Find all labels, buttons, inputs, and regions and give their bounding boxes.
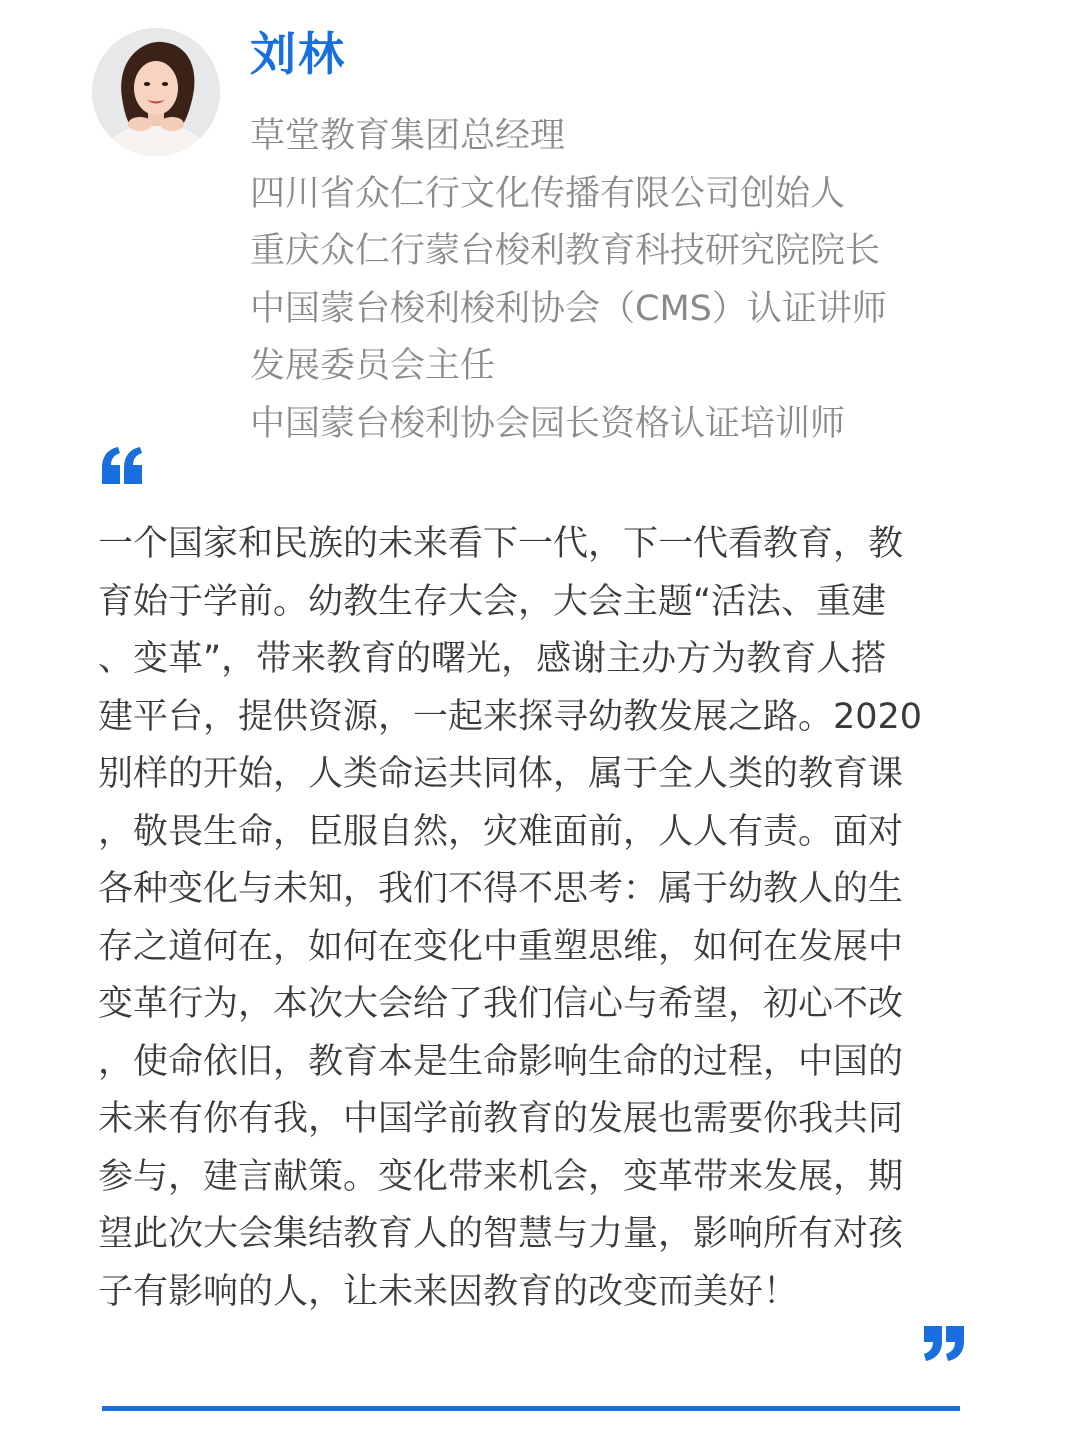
profile-title: 发展委员会主任 bbox=[250, 346, 496, 386]
quote-line: 一个国家和民族的未来看下一代，下一代看教育，教 bbox=[98, 524, 904, 564]
quote-line: 未来有你有我，中国学前教育的发展也需要你我共同 bbox=[98, 1099, 904, 1139]
quote-body bbox=[98, 516, 970, 1321]
profile-titles bbox=[250, 108, 887, 453]
quote-line: 子有影响的人，让未来因教育的改变而美好！ bbox=[98, 1271, 799, 1312]
quote-line: 存之道何在，如何在变化中重塑思维，如何在发展中 bbox=[98, 926, 904, 967]
profile-title: 中国蒙台梭利协会园长资格认证培训师 bbox=[250, 403, 846, 444]
profile-title: 四川省众仁行文化传播有限公司创始人 bbox=[250, 173, 846, 214]
quote-line: 建平台，提供资源，一起来探寻幼教发展之路。2020 bbox=[98, 696, 923, 737]
close-quote-icon bbox=[922, 1324, 966, 1364]
quote-line: 变革行为，本次大会给了我们信心与希望，初心不改 bbox=[98, 984, 904, 1024]
quote-line: 望此次大会集结教育人的智慧与力量，影响所有对孩 bbox=[98, 1214, 904, 1254]
quote-line: 别样的开始，人类命运共同体，属于全人类的教育课 bbox=[98, 754, 904, 794]
avatar bbox=[92, 28, 220, 156]
profile-title: 中国蒙台梭利梭利协会（CMS）认证讲师 bbox=[250, 288, 887, 329]
quote-line: 参与，建言献策。变化带来机会，变革带来发展，期 bbox=[98, 1156, 904, 1197]
quote-line: 、变革”，带来教育的曙光，感谢主办方为教育人搭 bbox=[98, 639, 887, 679]
profile-name: 刘林 bbox=[250, 27, 346, 81]
profile-title: 重庆众仁行蒙台梭利教育科技研究院院长 bbox=[250, 231, 881, 271]
quote-line: ，敬畏生命，臣服自然，灾难面前，人人有责。面对 bbox=[98, 811, 904, 852]
quote-line: 育始于学前。幼教生存大会，大会主题“活法、重建 bbox=[98, 581, 887, 622]
avatar-portrait bbox=[92, 28, 220, 156]
quote-line: 各种变化与未知，我们不得不思考：属于幼教人的生 bbox=[98, 869, 904, 909]
bottom-divider bbox=[102, 1406, 960, 1411]
profile-title: 草堂教育集团总经理 bbox=[250, 116, 566, 156]
quote-line: ，使命依旧，教育本是生命影响生命的过程，中国的 bbox=[98, 1041, 904, 1082]
open-quote-icon bbox=[100, 446, 144, 486]
